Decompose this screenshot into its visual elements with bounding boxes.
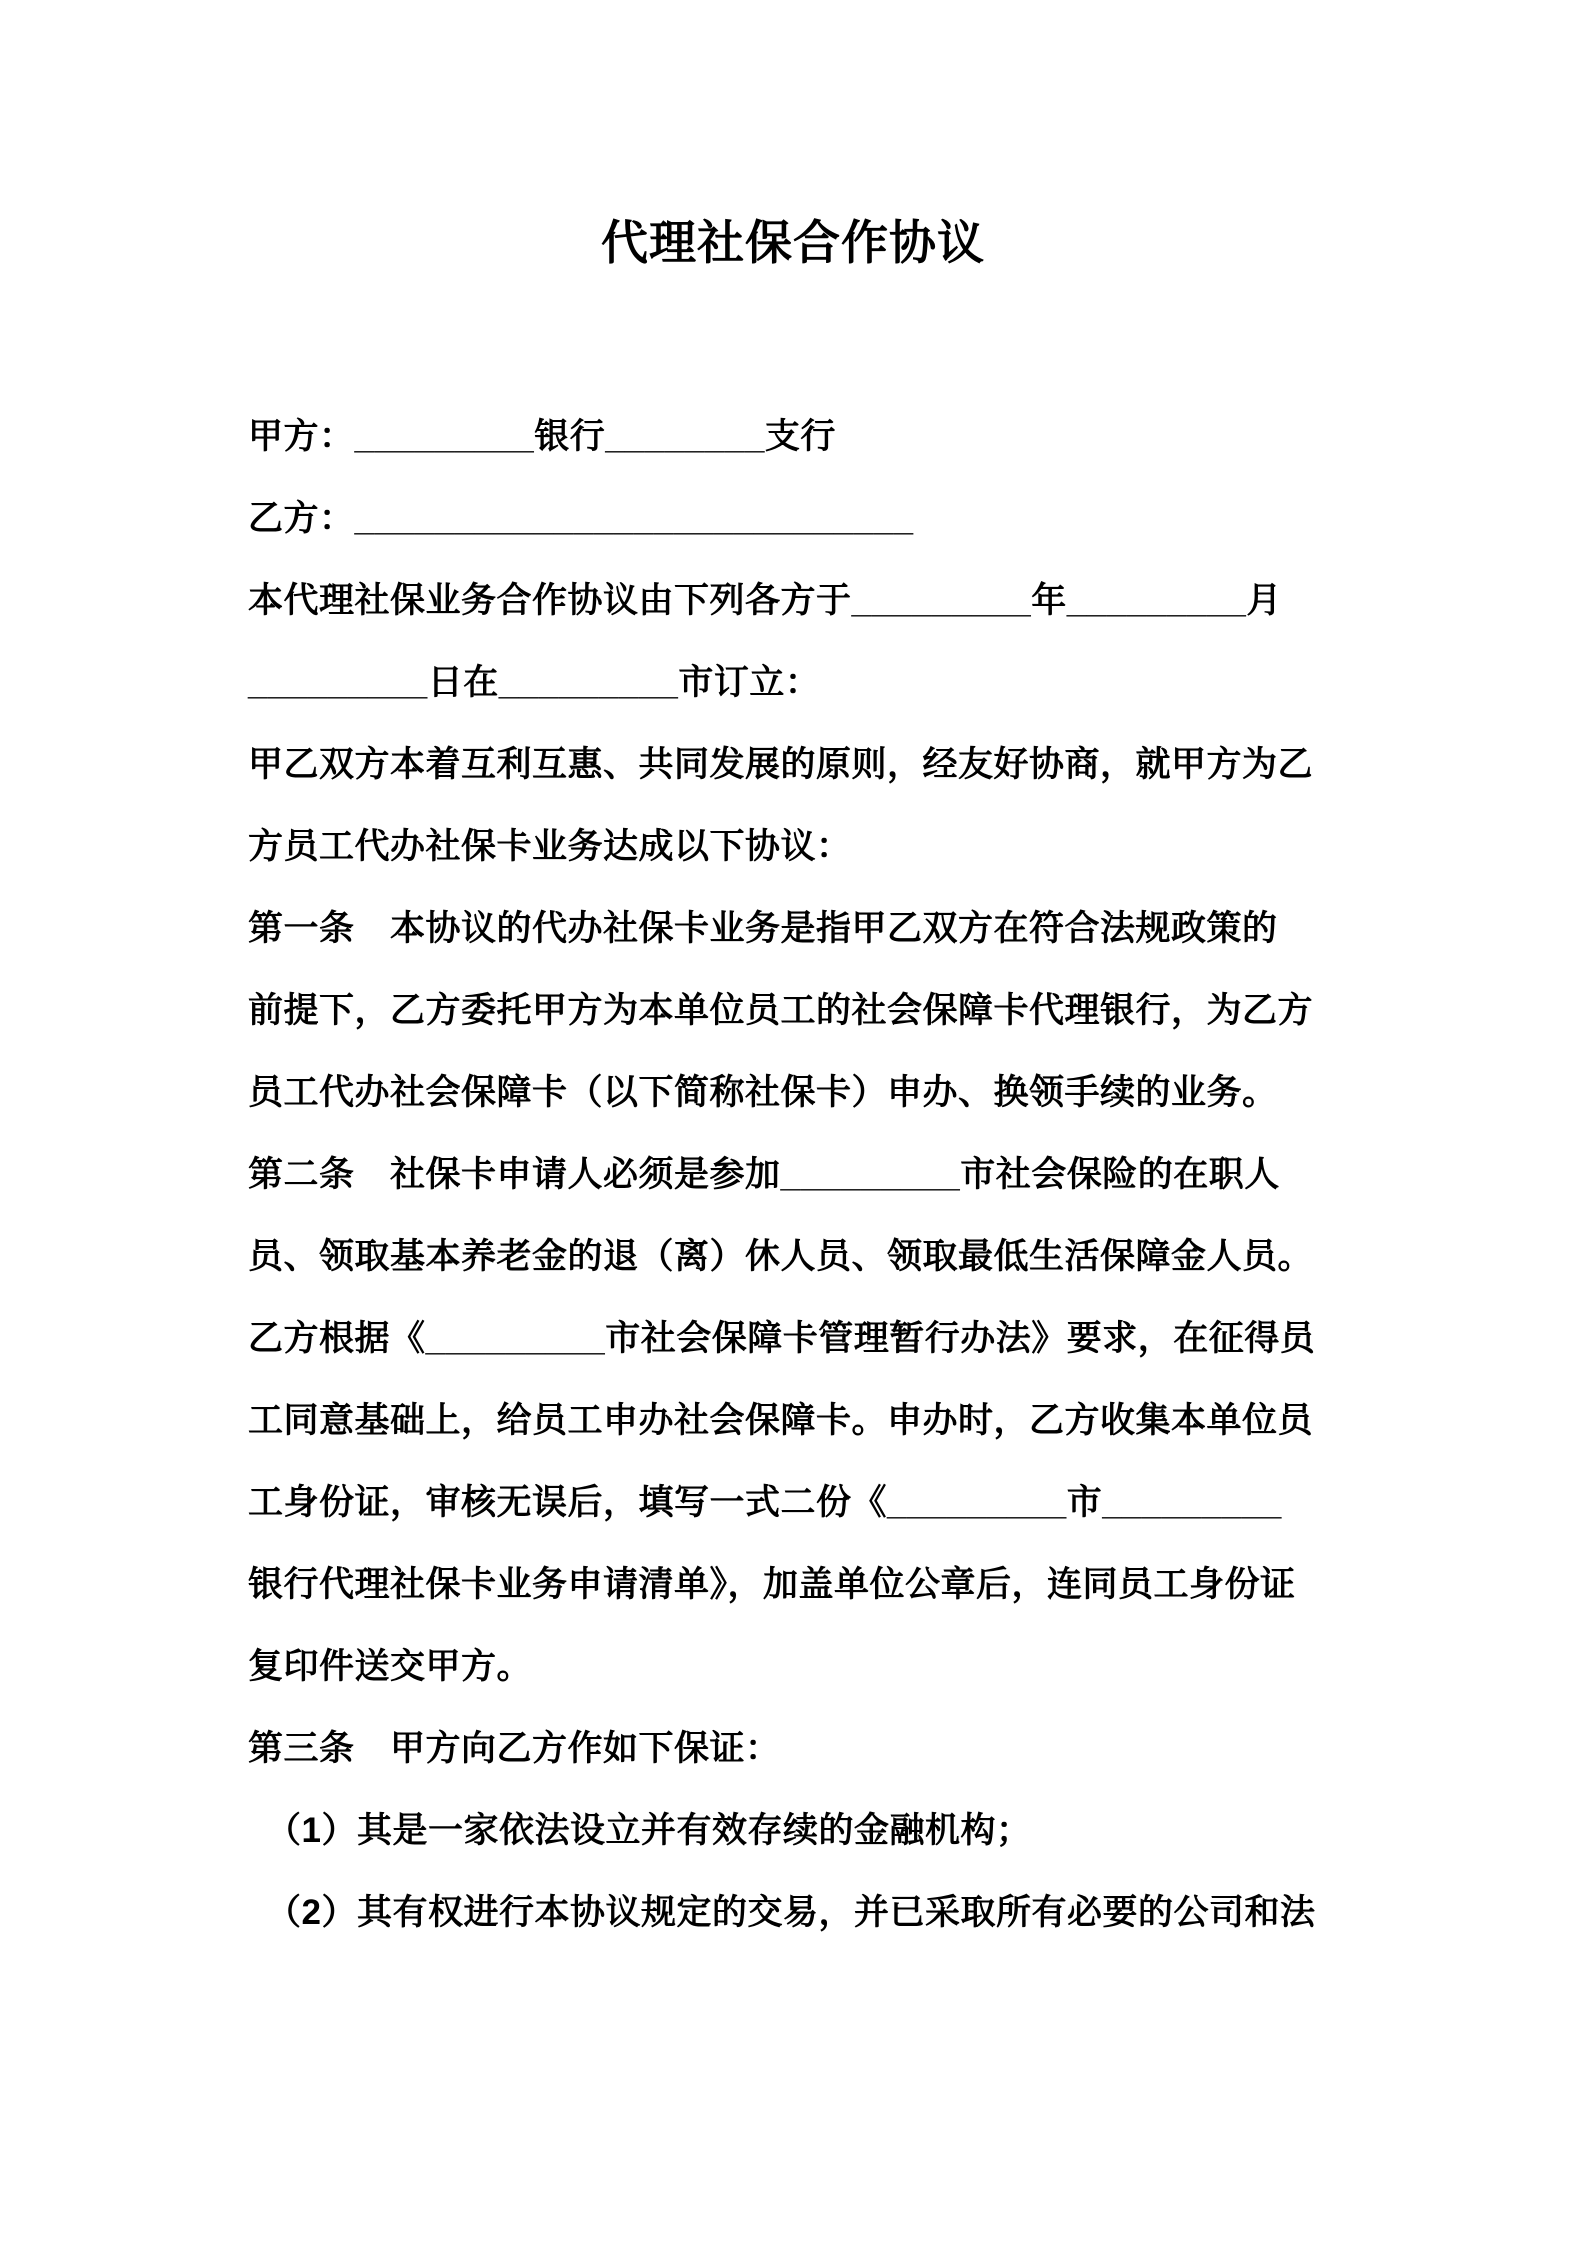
document-line: 员工代办社会保障卡（以下简称社保卡）申办、换领手续的业务。	[248, 1073, 1278, 1112]
document-line: 甲方：_________银行________支行	[248, 417, 836, 456]
document-line: 员、领取基本养老金的退（离）休人员、领取最低生活保障金人员。	[248, 1237, 1314, 1276]
document-line: 第二条 社保卡申请人必须是参加_________市社会保险的在职人	[248, 1155, 1280, 1194]
document-line: （1）其是一家依法设立并有效存续的金融机构；	[266, 1811, 1032, 1850]
document-line: 甲乙双方本着互利互惠、共同发展的原则，经友好协商，就甲方为乙	[248, 745, 1314, 784]
document-line: 乙方根据《_________市社会保障卡管理暂行办法》要求，在征得员	[248, 1319, 1316, 1358]
document-line: 第一条 本协议的代办社保卡业务是指甲乙双方在符合法规政策的	[248, 909, 1278, 948]
document-line: （2）其有权进行本协议规定的交易，并已采取所有必要的公司和法	[266, 1893, 1316, 1932]
document-line: 工身份证，审核无误后，填写一式二份《_________市_________	[248, 1483, 1282, 1522]
document-title: 代理社保合作协议	[601, 216, 985, 269]
document-line: 前提下，乙方委托甲方为本单位员工的社会保障卡代理银行，为乙方	[248, 991, 1314, 1030]
document-line: 银行代理社保卡业务申请清单》，加盖单位公章后，连同员工身份证	[248, 1565, 1296, 1604]
document-line: 本代理社保业务合作协议由下列各方于_________年_________月	[248, 581, 1282, 620]
document-line: 复印件送交甲方。	[248, 1647, 533, 1686]
document-line: 工同意基础上，给员工申办社会保障卡。申办时，乙方收集本单位员	[248, 1401, 1314, 1440]
document-body	[248, 396, 1436, 1954]
document-line: 乙方：____________________________	[248, 499, 914, 538]
document-line: _________日在_________市订立：	[248, 663, 821, 702]
document-line: 方员工代办社保卡业务达成以下协议：	[248, 827, 852, 866]
document-line: 第三条 甲方向乙方作如下保证：	[248, 1729, 781, 1768]
